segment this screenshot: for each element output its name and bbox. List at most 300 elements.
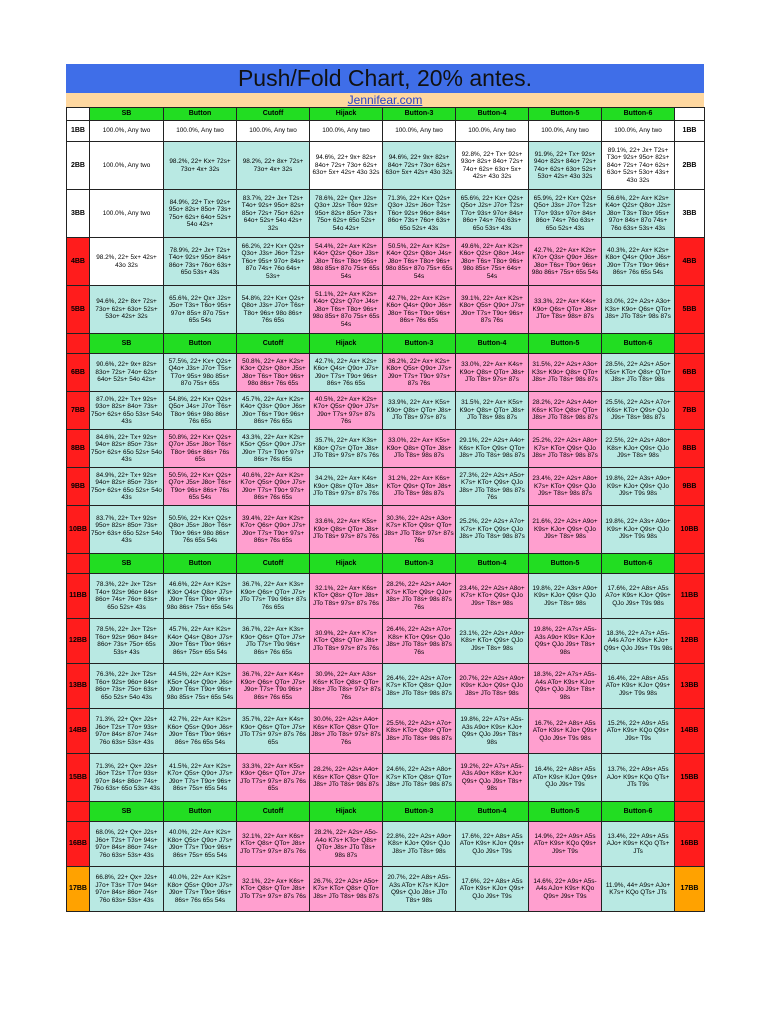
range-cell <box>310 709 383 754</box>
range-text: 45.7%, 22+ Ax+ K2s+ K4o+ Q3s+ Q9o+ J6s+ J9o+ T6s+ T9o+ 96s+ 86s+ 76s 65s <box>240 395 306 425</box>
range-cell <box>602 468 675 506</box>
column-header: Hijack <box>310 108 383 121</box>
stack-label: 7BB <box>675 392 705 430</box>
range-cell <box>310 190 383 238</box>
range-cell <box>529 506 602 554</box>
stack-row <box>67 354 705 392</box>
range-text: 100.0%, Any two <box>249 127 297 135</box>
range-cell <box>602 392 675 430</box>
range-text: 29.1%, 22+ A2s+ A4o+ K6s+ KTo+ Q9s+ QTo+ J8s+ JTo T8s+ 98s 87s <box>459 437 525 460</box>
range-cell <box>90 190 164 238</box>
range-text: 42.7%, 22+ Ax+ K2s+ K6o+ Q4s+ Q9o+ J7s+ J9o+ T7s+ T9o+ 96s+ 86s+ 76s 65s <box>313 357 379 387</box>
header-corner <box>675 554 705 574</box>
range-text: 28.2%, 22+ A2s+ A4o+ K6s+ KTo+ Q8s+ QTo+ J8s+ JTo T8s+ 98s 87s <box>532 399 598 422</box>
stack-label: 5BB <box>67 286 90 334</box>
stack-label: 2BB <box>675 142 705 190</box>
range-cell <box>164 190 237 238</box>
range-cell <box>237 574 310 619</box>
range-text: 11.9%, 44+ A9s+ AJo+ K7s+ KQo QTs+ JTs <box>605 881 671 896</box>
range-text: 100.0%, Any two <box>322 127 370 135</box>
range-cell <box>602 574 675 619</box>
range-cell <box>529 286 602 334</box>
range-cell <box>383 430 456 468</box>
range-text: 28.2%, 22+ A2s+ A4o+ K6s+ KTo+ Q8s+ QTo+ J8s+ JTo T8s+ 98s 87s <box>313 766 379 789</box>
range-cell <box>90 664 164 709</box>
stack-label: 15BB <box>67 754 90 802</box>
range-text: 84.9%, 22+ Tx+ 92s+ 94o+ 82s+ 85o+ 73s+ 75o+ 62s+ 65o 52s+ 54o 43s <box>91 471 162 501</box>
range-cell <box>310 121 383 142</box>
column-header: Button-4 <box>456 334 529 354</box>
range-cell <box>602 121 675 142</box>
range-cell <box>164 664 237 709</box>
stack-row <box>67 709 705 754</box>
range-text: 57.5%, 22+ Kx+ Q2s+ Q4o+ J3s+ J7o+ T5s+ T7o+ 95s+ 98o 85s+ 87o 75s+ 65s <box>168 357 232 387</box>
range-cell <box>529 430 602 468</box>
range-text: 50.5%, 22+ Kx+ Q2s+ Q8o+ J5s+ J8o+ T6s+ T9o+ 96s+ 98o 86s+ 76s 65s 54s <box>168 514 232 544</box>
range-cell <box>310 142 383 190</box>
range-text: 19.2%, 22+ A7s+ A5s-A3s A9o+ K8s+ KJo+ Q9s+ QJo J9s+ T8s+ 98s <box>460 762 524 792</box>
range-text: 43.3%, 22+ Ax+ K2s+ K5o+ Q5s+ Q9o+ J7s+ J9o+ T7s+ T9o+ 97s+ 86s+ 76s 65s <box>240 433 306 463</box>
range-cell <box>456 121 529 142</box>
stack-label: 4BB <box>675 238 705 286</box>
range-text: 15.2%, 22+ A9s+ A5s ATo+ K9s+ KQo Q9s+ J9s+ T9s <box>606 719 670 742</box>
column-header: Cutoff <box>237 554 310 574</box>
range-text: 42.7%, 22+ Ax+ K2s+ K6o+ Q4s+ Q9o+ J6s+ J8o+ T6s+ T9o+ 96s+ 86s+ 76s 65s <box>386 294 452 324</box>
header-corner <box>67 554 90 574</box>
column-header: Button-5 <box>529 334 602 354</box>
range-cell <box>383 619 456 664</box>
range-cell <box>164 709 237 754</box>
range-text: 94.6%, 22+ 9x+ 82s+ 84o+ 72s+ 73o+ 62s+ 63o+ 5x+ 42s+ 43o 32s <box>312 154 380 177</box>
column-header: SB <box>90 108 164 121</box>
range-text: 22.5%, 22+ A2s+ A8o+ K8s+ KJo+ Q9s+ QJo J9s+ T8s+ 98s <box>605 437 671 460</box>
range-text: 26.4%, 22+ A2s+ A7o+ K7s+ KTo+ Q8s+ QJo+ J8s+ JTo T8s+ 98s 87s <box>386 674 452 697</box>
range-text: 13.7%, 22+ A9s+ A5s AJo+ K9s+ KQo QTs+ JTs T9s <box>606 766 670 789</box>
column-header: SB <box>90 334 164 354</box>
range-cell <box>310 286 383 334</box>
range-cell <box>602 506 675 554</box>
range-cell <box>90 709 164 754</box>
range-text: 33.6%, 22+ Ax+ K5s+ K9o+ Q8s+ QTo+ J8s+ JTo T8s+ 97s+ 87s 76s <box>313 518 379 541</box>
position-header-row <box>67 334 705 354</box>
range-cell <box>383 121 456 142</box>
range-text: 40.5%, 22+ Ax+ K2s+ K7o+ Q5s+ Q9o+ J7s+ J9o+ T7s+ 97s+ 87s 76s <box>313 395 379 425</box>
range-text: 100.0%, Any two <box>102 209 151 217</box>
range-text: 83.7%, 22+ Tx+ 92s+ 95o+ 82s+ 85o+ 73s+ 75o+ 63s+ 65o 52s+ 54o 43s <box>91 514 162 544</box>
stack-row <box>67 121 705 142</box>
range-cell <box>310 354 383 392</box>
range-text: 28.2%, 22+ A2s+ A4o+ K7s+ KTo+ Q9s+ QJo+ J8s+ JTo T8s+ 98s 87s 76s <box>386 581 452 611</box>
range-text: 54.8%, 22+ Kx+ Q2s+ Q5o+ J4s+ J7o+ T6s+ T8o+ 96s+ 98o 86s+ 76s 65s <box>168 395 232 425</box>
stack-row <box>67 430 705 468</box>
range-text: 98.2%, 22+ 8x+ 72s+ 73o+ 4x+ 32s <box>242 158 304 173</box>
range-text: 45.7%, 22+ Ax+ K2s+ K4o+ Q4s+ Q8o+ J7s+ J9o+ T6s+ T9o+ 96s+ 86s+ 75s+ 65s 54s <box>167 626 233 656</box>
range-text: 42.7%, 22+ Ax+ K2s+ K7o+ Q3s+ Q9o+ J6s+ J8o+ T6s+ T9o+ 96s+ 98o 86s+ 75s+ 65s 54s <box>531 246 599 276</box>
range-cell <box>310 822 383 867</box>
stack-label: 14BB <box>67 709 90 754</box>
range-cell <box>90 754 164 802</box>
column-header: Hijack <box>310 802 383 822</box>
range-cell <box>310 619 383 664</box>
range-cell <box>237 709 310 754</box>
range-cell <box>529 754 602 802</box>
range-text: 65.6%, 22+ Kx+ Q2s+ Q5o+ J2s+ J7o+ T2s+ T7o+ 93s+ 97o+ 84s+ 86o+ 74s+ 76o 63s+ 65o 53s+ 43s <box>460 194 524 232</box>
range-cell <box>383 190 456 238</box>
stack-label: 10BB <box>67 506 90 554</box>
range-text: 16.4%, 22+ A8s+ A5s ATo+ K9s+ KJo+ Q9s+ J9s+ T9s 98s <box>605 674 671 697</box>
column-header: Cutoff <box>237 334 310 354</box>
range-text: 90.6%, 22+ 9x+ 82s+ 83o+ 72s+ 74o+ 62s+ 64o+ 52s+ 54o 42s+ <box>95 361 158 384</box>
range-text: 78.3%, 22+ Jx+ T2s+ T4o+ 92s+ 96o+ 84s+ 86o+ 74s+ 76o+ 63s+ 65o 52s+ 43s <box>95 581 158 611</box>
range-cell <box>310 392 383 430</box>
stack-label: 9BB <box>67 468 90 506</box>
range-text: 22.8%, 22+ A2s+ A9o+ K8s+ KJo+ Q9s+ QJo J8s+ JTo T8s+ 98s <box>386 832 452 855</box>
stack-label: 8BB <box>675 430 705 468</box>
range-text: 41.5%, 22+ Ax+ K2s+ K7o+ Q5s+ Q9o+ J7s+ J9o+ T7s+ T9o+ 96s+ 86s+ 75s+ 65s 54s <box>167 762 233 792</box>
range-cell <box>456 619 529 664</box>
range-text: 23.4%, 22+ A2s+ A8o+ K7s+ KTo+ Q9s+ QJo J9s+ T8s+ 98s <box>459 584 525 607</box>
range-text: 50.8%, 22+ Kx+ Q2s+ Q7o+ J5s+ J8o+ T6s+ T8o+ 96s+ 86s+ 76s 65s <box>168 433 232 463</box>
column-header: Cutoff <box>237 802 310 822</box>
stack-row <box>67 142 705 190</box>
range-cell <box>90 142 164 190</box>
range-cell <box>456 468 529 506</box>
range-cell <box>310 664 383 709</box>
stack-row <box>67 190 705 238</box>
range-text: 24.6%, 22+ A2s+ A8o+ K7s+ KTo+ Q8s+ QTo+ J8s+ JTo T8s+ 98s 87s <box>386 766 452 789</box>
range-text: 19.8%, 22+ A3s+ A9o+ K9s+ KJo+ Q9s+ QJo J9s+ T8s+ 98s <box>532 584 598 607</box>
page-title: Push/Fold Chart, 20% antes. <box>66 64 704 93</box>
range-cell <box>602 867 675 912</box>
range-text: 78.5%, 22+ Jx+ T2s+ T6o+ 92s+ 96o+ 84s+ 86o+ 73s+ 75o+ 65s 53s+ 43s <box>95 626 158 656</box>
range-cell <box>602 142 675 190</box>
range-text: 65.9%, 22+ Kx+ Q2s+ Q5o+ J3s+ J7o+ T2s+ T7o+ 93s+ 97o+ 84s+ 86o+ 74s+ 76o 63s+ 65o 52s+ 43s <box>533 194 597 232</box>
stack-label: 11BB <box>675 574 705 619</box>
range-text: 33.3%, 22+ Ax+ K5s+ K9o+ Q6s+ QTo+ J7s+ JTo T7s+ 97s+ 87s 76s 65s <box>240 762 306 792</box>
range-cell <box>456 754 529 802</box>
push-fold-table-body <box>67 108 705 912</box>
push-fold-sheet <box>66 64 704 912</box>
column-header: Hijack <box>310 334 383 354</box>
stack-label: 6BB <box>67 354 90 392</box>
range-cell <box>529 822 602 867</box>
range-text: 92.8%, 22+ Tx+ 92s+ 93o+ 82s+ 84o+ 72s+ 74o+ 62s+ 63o+ 5x+ 42s+ 43o 32s <box>460 150 524 180</box>
range-text: 40.0%, 22+ Ax+ K2s+ K8o+ Q5s+ Q9o+ J7s+ J9o+ T7s+ T9o+ 96s+ 86s+ 76s 65s 54s <box>167 874 233 904</box>
range-cell <box>164 506 237 554</box>
range-text: 50.5%, 22+ Kx+ Q2s+ Q7o+ J5s+ J8o+ T6s+ T9o+ 96s+ 86s+ 76s 65s 54s <box>168 471 232 501</box>
range-text: 39.1%, 22+ Ax+ K2s+ K8o+ Q5s+ Q9o+ J7s+ J9o+ T7s+ T9o+ 96s+ 87s 76s <box>459 294 525 324</box>
range-cell <box>90 121 164 142</box>
range-text: 54.8%, 22+ Kx+ Q2s+ Q8o+ J3s+ J7o+ T6s+ T8o+ 96s+ 98o 86s+ 76s 65s <box>241 294 305 324</box>
range-cell <box>90 574 164 619</box>
range-text: 25.5%, 22+ A2s+ A7o+ K6s+ KTo+ Q9s+ QJo J9s+ T8s+ 98s 87s <box>605 399 671 422</box>
stack-label: 8BB <box>67 430 90 468</box>
range-cell <box>383 867 456 912</box>
stack-row <box>67 574 705 619</box>
range-text: 39.4%, 22+ Ax+ K2s+ K7o+ Q6s+ Q9o+ J7s+ J9o+ T7s+ T9o+ 97s+ 86s+ 76s 65s <box>240 514 306 544</box>
range-text: 23.1%, 22+ A2s+ A9o+ K8s+ KTo+ Q9s+ QJo J9s+ T8s+ 98s <box>459 629 525 652</box>
range-cell <box>456 430 529 468</box>
range-cell <box>529 468 602 506</box>
range-text: 16.4%, 22+ A8s+ A5s ATo+ K9s+ KJo+ Q9s+ QJo J9s+ T9s <box>532 766 598 789</box>
range-text: 50.8%, 22+ Ax+ K2s+ K3o+ Q2s+ Q8o+ J5s+ J8o+ T6s+ T8o+ 96s+ 98o 86s+ 76s 65s <box>240 357 306 387</box>
range-cell <box>90 238 164 286</box>
stack-label: 13BB <box>675 664 705 709</box>
range-text: 33.3%, 22+ Ax+ K4s+ K9o+ Q6s+ QTo+ J8s+ JTo+ T8s+ 98s+ 87s <box>532 298 598 321</box>
column-header: Cutoff <box>237 108 310 121</box>
stack-label: 17BB <box>675 867 705 912</box>
header-corner <box>67 802 90 822</box>
column-header: Hijack <box>310 554 383 574</box>
range-cell <box>164 822 237 867</box>
stack-label: 7BB <box>67 392 90 430</box>
range-text: 30.9%, 22+ Ax+ K7s+ KTo+ Q8s+ QTo+ J8s+ JTo T8s+ 97s+ 87s 76s <box>313 629 379 652</box>
range-cell <box>90 430 164 468</box>
range-cell <box>164 121 237 142</box>
range-text: 100.0%, Any two <box>102 127 151 135</box>
range-cell <box>164 867 237 912</box>
stack-label: 15BB <box>675 754 705 802</box>
stack-label: 13BB <box>67 664 90 709</box>
range-cell <box>383 354 456 392</box>
range-cell <box>90 286 164 334</box>
header-corner <box>675 334 705 354</box>
range-text: 36.7%, 22+ Ax+ K4s+ K9o+ Q6s+ QTo+ J7s+ J9o+ T7s+ T9o 96s+ 86s+ 76s 65s <box>240 671 306 701</box>
range-cell <box>164 354 237 392</box>
stack-row <box>67 286 705 334</box>
stack-row <box>67 506 705 554</box>
range-text: 18.3%, 22+ A7s+ A5s-A4s ATo+ K9s+ KJo+ Q9s+ QJo J9s+ T8s+ 98s <box>533 671 597 701</box>
range-text: 100.0%, Any two <box>541 127 589 135</box>
column-header: Button <box>164 554 237 574</box>
range-cell <box>164 754 237 802</box>
stack-label: 12BB <box>67 619 90 664</box>
range-cell <box>456 392 529 430</box>
stack-row <box>67 392 705 430</box>
range-text: 32.1%, 22+ Ax+ K6s+ KTo+ Q8s+ QTo+ J8s+ JTo T7s+ 97s+ 87s 76s <box>240 832 306 855</box>
column-header: Button <box>164 802 237 822</box>
range-cell <box>237 286 310 334</box>
range-text: 89.1%, 22+ Jx+ T2s+ T3o+ 92s+ 95o+ 82s+ 84o+ 72s+ 74o+ 62s+ 63o+ 52s+ 53o+ 43s+ 43o 32s <box>606 146 670 184</box>
range-text: 30.3%, 22+ A2s+ A3o+ K7s+ KTo+ Q9s+ QTo+ J8s+ JTo T8s+ 97s+ 87s 76s <box>384 514 454 544</box>
range-cell <box>237 619 310 664</box>
range-cell <box>310 754 383 802</box>
range-cell <box>529 664 602 709</box>
range-text: 40.6%, 22+ Ax+ K2s+ K7o+ Q5s+ Q9o+ J7s+ J9o+ T7s+ T9o+ 97s+ 86s+ 76s 65s <box>240 471 306 501</box>
range-text: 35.7%, 22+ Ax+ K3s+ K8o+ Q7s+ QTo+ J8s+ JTo T8s+ 97s+ 87s 76s <box>313 437 379 460</box>
range-text: 100.0%, Any two <box>176 127 224 135</box>
range-text: 27.3%, 22+ A2s+ A5o+ K7s+ KTo+ Q9s+ QJo J8s+ JTo T8s+ 98s 87s 76s <box>459 471 525 501</box>
range-cell <box>310 867 383 912</box>
range-text: 18.3%, 22+ A7s+ A5s-A4s A7o+ K9s+ KJo+ Q9s+ QJo J9s+ T9s 98s <box>603 629 673 652</box>
stack-label: 11BB <box>67 574 90 619</box>
range-text: 32.1%, 22+ Ax+ K6s+ KTo+ Q8s+ QTo+ J8s+ JTo T7s+ 97s+ 87s 76s <box>240 877 306 900</box>
range-cell <box>383 142 456 190</box>
range-cell <box>237 142 310 190</box>
range-text: 20.7%, 22+ A2s+ A9o+ K9s+ KJo+ Q9s+ QJo J8s+ JTo T8s+ 98s <box>459 674 525 697</box>
range-text: 46.6%, 22+ Ax+ K2s+ K3o+ Q4s+ Q8o+ J7s+ J9o+ T6s+ T9o+ 96s+ 98o 86s+ 75s+ 65s 54s <box>166 581 234 611</box>
stack-label: 4BB <box>67 238 90 286</box>
position-header-row <box>67 554 705 574</box>
range-cell <box>529 190 602 238</box>
range-cell <box>90 867 164 912</box>
range-text: 16.7%, 22+ A8s+ A5s ATo+ K9s+ KJo+ Q9s+ QJo J9s+ T9s 98s <box>532 719 598 742</box>
range-text: 31.5%, 22+ A2s+ A3o+ K3s+ K9o+ Q8s+ QTo+ J8s+ JTo T8s+ 98s 87s <box>531 361 599 384</box>
range-text: 91.9%, 22+ Tx+ 92s+ 94o+ 82s+ 84o+ 72s+ 74o+ 62s+ 63o+ 52s+ 53o+ 42s+ 43o 32s <box>533 150 597 180</box>
range-cell <box>456 822 529 867</box>
range-text: 26.7%, 22+ A2s+ A5o+ K7s+ KTo+ Q8s+ QTo+ J8s+ JTo T8s+ 98s 87s <box>313 877 379 900</box>
position-header-row <box>67 802 705 822</box>
range-text: 100.0%, Any two <box>102 161 151 169</box>
stack-row <box>67 867 705 912</box>
column-header: Button-6 <box>602 334 675 354</box>
range-cell <box>383 392 456 430</box>
range-cell <box>164 142 237 190</box>
range-text: 17.6%, 22+ A8s+ A5s A7o+ K9s+ KJo+ Q9s+ QJo J9s+ T9s 98s <box>605 584 671 607</box>
stack-row <box>67 754 705 802</box>
header-corner <box>675 802 705 822</box>
range-text: 33.0%, 22+ Ax+ K5s+ K9o+ Q8s+ QTo+ J8s+ JTo T8s+ 98s 87s <box>386 437 452 460</box>
range-text: 42.7%, 22+ Ax+ K2s+ K6o+ Q5s+ Q9o+ J6s+ J9o+ T6s+ T9o+ 96s+ 86s+ 76s 65s 54s <box>167 716 233 746</box>
range-text: 14.6%, 22+ A9s+ A5s-A4s AJo+ K9s+ KQo Q9s+ J9s+ T9s <box>533 877 597 900</box>
column-header: Button-5 <box>529 108 602 121</box>
range-cell <box>529 619 602 664</box>
header-corner <box>67 108 90 121</box>
range-cell <box>310 468 383 506</box>
range-cell <box>90 506 164 554</box>
range-cell <box>529 354 602 392</box>
range-cell <box>383 822 456 867</box>
header-corner <box>67 334 90 354</box>
range-text: 51.1%, 22+ Ax+ K2s+ K4o+ Q2s+ Q7o+ J4s+ J8o+ T6s+ T8o+ 96s+ 98o 85s+ 87o 75s+ 65s 54s <box>312 290 380 328</box>
range-text: 25.5%, 22+ A2s+ A7o+ K8s+ KTo+ Q8s+ QTo+ J8s+ JTo T8s+ 98s 87s <box>386 719 452 742</box>
range-cell <box>383 468 456 506</box>
range-text: 78.6%, 22+ Qx+ J2s+ Q3o+ J2s+ T6o+ 92s+ 95o+ 82s+ 85o+ 73s+ 75o+ 62s+ 65o 52s+ 54o 42s+ <box>314 194 378 232</box>
range-cell <box>529 574 602 619</box>
range-cell <box>237 754 310 802</box>
stack-label: 2BB <box>67 142 90 190</box>
range-text: 84.6%, 22+ Tx+ 92s+ 94o+ 82s+ 85o+ 73s+ 75o+ 62s+ 65o 52s+ 54o 43s <box>91 433 162 463</box>
range-cell <box>456 286 529 334</box>
source-link[interactable]: Jennifear.com <box>66 93 704 107</box>
range-cell <box>383 286 456 334</box>
range-cell <box>529 238 602 286</box>
range-text: 66.2%, 22+ Kx+ Q2s+ Q3o+ J3s+ J6o+ T2s+ T6o+ 95s+ 97o+ 84s+ 87o 74s+ 76o 64s+ 53s+ <box>241 242 305 280</box>
range-text: 50.5%, 22+ Ax+ K2s+ K4o+ Q2s+ Q8o+ J4s+ J8o+ T6s+ T8o+ 96s+ 98o 85s+ 87o 75s+ 65s 54s <box>385 242 453 280</box>
range-text: 40.3%, 22+ Ax+ K2s+ K8o+ Q4s+ Q9o+ J6s+ J9o+ T7s+ T9o+ 96s+ 86s+ 76s 65s 54s <box>605 246 671 276</box>
stack-label: 10BB <box>675 506 705 554</box>
column-header: Button-3 <box>383 334 456 354</box>
stack-label: 14BB <box>675 709 705 754</box>
stack-label: 16BB <box>67 822 90 867</box>
range-text: 30.0%, 22+ A2s+ A4o+ K6s+ KTo+ Q8s+ QTo+ J8s+ JTo T8s+ 97s+ 87s 76s <box>311 716 381 746</box>
range-cell <box>456 506 529 554</box>
range-cell <box>456 709 529 754</box>
range-cell <box>237 430 310 468</box>
range-text: 20.7%, 22+ A8s+ A5s-A3s ATo+ K7s+ KJo+ Q9s+ QJo J8s+ JTo T8s+ 98s <box>387 874 451 904</box>
stack-label: 1BB <box>675 121 705 142</box>
range-cell <box>90 392 164 430</box>
range-text: 94.6%, 22+ 8x+ 72s+ 73o+ 62s+ 63o+ 52s+ 53o+ 42s+ 32s <box>95 298 158 321</box>
range-cell <box>456 238 529 286</box>
range-text: 33.9%, 22+ Ax+ K5s+ K9o+ Q8s+ QTo+ J8s+ JTo T8s+ 97s+ 87s <box>386 399 452 422</box>
range-text: 98.2%, 22+ 5x+ 42s+ 43o 32s <box>96 254 157 269</box>
range-cell <box>164 619 237 664</box>
stack-label: 1BB <box>67 121 90 142</box>
column-header: Button-4 <box>456 108 529 121</box>
range-text: 14.9%, 22+ A9s+ A5s ATo+ K9s+ KQo Q9s+ J9s+ T9s <box>533 832 597 855</box>
range-text: 25.2%, 22+ A2s+ A7o+ K7s+ KTo+ Q9s+ QJo J8s+ JTo T8s+ 98s 87s <box>459 518 525 541</box>
range-cell <box>456 142 529 190</box>
range-cell <box>237 354 310 392</box>
range-text: 28.5%, 22+ A2s+ A5o+ K5s+ KTo+ Q8s+ QTo+ J8s+ JTo T8s+ 98s <box>605 361 671 384</box>
range-cell <box>456 664 529 709</box>
range-text: 100.0%, Any two <box>395 127 443 135</box>
range-text: 23.4%, 22+ A2s+ A8o+ K7s+ KTo+ Q9s+ QJo J9s+ T8s+ 98s 87s <box>532 475 598 498</box>
range-cell <box>529 142 602 190</box>
range-cell <box>383 574 456 619</box>
range-cell <box>456 354 529 392</box>
column-header: Button <box>164 108 237 121</box>
range-text: 87.0%, 22+ Tx+ 92s+ 93o+ 82s+ 84o+ 73s+ 75o+ 62s+ 65o 53s+ 54o 43s <box>91 395 162 425</box>
range-text: 44.5%, 22+ Ax+ K2s+ K5o+ Q4s+ Q9o+ J6s+ J9o+ T6s+ T9o+ 96s+ 98o 85s+ 75s+ 65s 54s <box>166 671 234 701</box>
column-header: SB <box>90 802 164 822</box>
range-text: 71.3%, 22+ Qx+ J2s+ J6o+ T2s+ T7o+ 93s+ 97o+ 84s+ 86o+ 74s+ 76o 63s+ 65o 53s+ 43s <box>93 762 160 792</box>
range-text: 26.4%, 22+ A2s+ A7o+ K8s+ KTo+ Q9s+ QJo J8s+ JTo T8s+ 98s 87s 76s <box>386 626 452 656</box>
range-cell <box>90 619 164 664</box>
column-header: Button-3 <box>383 802 456 822</box>
stack-label: 16BB <box>675 822 705 867</box>
stack-label: 9BB <box>675 468 705 506</box>
range-text: 31.5%, 22+ Ax+ K5s+ K9o+ Q8s+ QTo+ J8s+ JTo T8s+ 98s 87s <box>459 399 525 422</box>
stack-label: 6BB <box>675 354 705 392</box>
range-text: 65.6%, 22+ Qx+ J2s+ J5o+ T3s+ T6o+ 95s+ 97o+ 85s+ 87o 75s+ 65s 54s <box>168 294 232 324</box>
range-cell <box>529 709 602 754</box>
range-cell <box>310 506 383 554</box>
push-fold-table <box>66 107 705 912</box>
range-cell <box>602 190 675 238</box>
range-text: 36.2%, 22+ Ax+ K2s+ K8o+ Q5s+ Q9o+ J7s+ J9o+ T7s+ T9o+ 97s+ 87s 76s <box>386 357 452 387</box>
range-text: 17.6%, 22+ A8s+ A5s ATo+ K9s+ KJo+ Q9s+ QJo J9s+ T9s <box>459 877 525 900</box>
column-header: Button-5 <box>529 554 602 574</box>
range-text: 32.1%, 22+ Ax+ K6s+ KTo+ Q8s+ QTo+ J8s+ JTo T8s+ 97s+ 87s 76s <box>313 584 379 607</box>
range-cell <box>602 619 675 664</box>
column-header: Button-5 <box>529 802 602 822</box>
range-text: 94.6%, 22+ 9x+ 82s+ 84o+ 72s+ 73o+ 62s+ 63o+ 5x+ 42s+ 43o 32s <box>385 154 453 177</box>
range-cell <box>90 468 164 506</box>
range-cell <box>164 468 237 506</box>
header-corner <box>675 108 705 121</box>
range-cell <box>90 354 164 392</box>
range-text: 28.2%, 22+ A2s+ A5o-A4o K7s+ KTo+ Q8s+ QTo+ J8s+ JTo T8s+ 98s 87s <box>314 829 378 859</box>
range-cell <box>602 822 675 867</box>
range-text: 83.7%, 22+ Jx+ T2s+ T4o+ 92s+ 95o+ 82s+ 85o+ 72s+ 75o+ 62s+ 64o+ 52s+ 54o 42s+ 32s <box>241 194 305 232</box>
range-cell <box>383 664 456 709</box>
range-cell <box>164 430 237 468</box>
range-text: 54.4%, 22+ Ax+ K2s+ K4o+ Q2s+ Q6o+ J3s+ J8o+ T6s+ T8o+ 95s+ 98o 85s+ 87o 75s+ 65s 54s <box>312 242 380 280</box>
stack-label: 3BB <box>67 190 90 238</box>
column-header: Button-3 <box>383 554 456 574</box>
range-cell <box>456 867 529 912</box>
column-header: Button-3 <box>383 108 456 121</box>
range-text: 68.0%, 22+ Qx+ J2s+ J6o+ T2s+ T7o+ 94s+ 97o+ 84s+ 86o+ 74s+ 76o 63s+ 53s+ 43s <box>95 829 158 859</box>
stack-label: 5BB <box>675 286 705 334</box>
stack-row <box>67 619 705 664</box>
range-cell <box>529 392 602 430</box>
range-cell <box>237 664 310 709</box>
range-text: 13.4%, 22+ A9s+ A5s AJo+ K9s+ KQo QTs+ JTs <box>606 832 670 855</box>
range-cell <box>383 709 456 754</box>
